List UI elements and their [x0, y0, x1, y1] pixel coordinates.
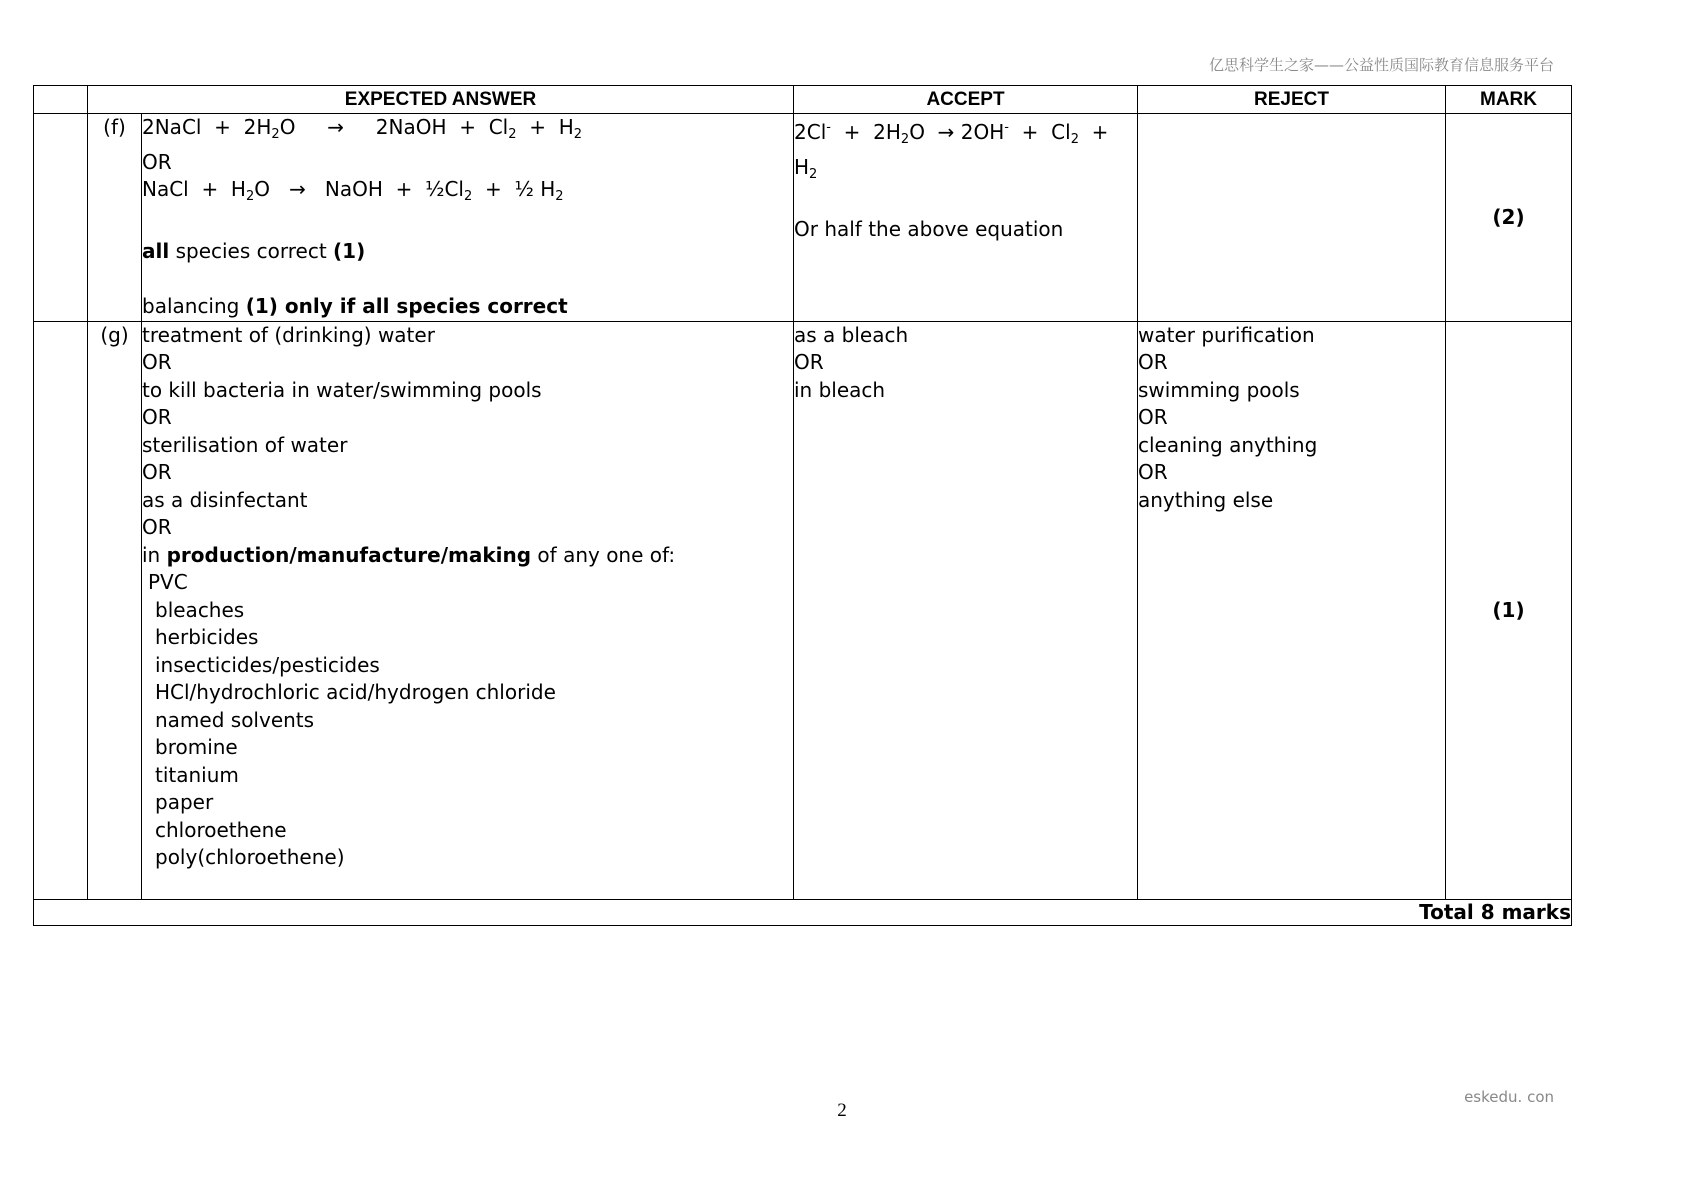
accept-g [794, 321, 1138, 899]
list-item: to kill bacteria in water/swimming pools [142, 377, 542, 402]
total-marks: Total 8 marks [34, 899, 1572, 925]
list-item: chloroethene [155, 817, 287, 842]
page-number: 2 [837, 1100, 847, 1121]
list-item: anything else [1138, 487, 1274, 512]
accept-f: $2Cl^- + 2H_2O \to 2OH^- + Cl_2$ + $H_2$ Or half the above equation [794, 114, 1138, 322]
list-item: insecticides/pesticides [155, 652, 380, 677]
reject-f [1138, 114, 1446, 322]
list-item: OR [1138, 350, 1168, 374]
list-item: poly(chloroethene) [155, 845, 345, 869]
list-item: in bleach [794, 377, 886, 402]
table-row-f [34, 114, 1572, 322]
header-reject: REJECT [1138, 86, 1446, 114]
question-number-cell [34, 321, 88, 899]
table-row-g [34, 321, 1572, 899]
part-label-f: (f) [88, 114, 142, 322]
marking-note-species: all species correct (1) [142, 239, 366, 263]
list-item: OR [1138, 460, 1168, 484]
header-mark: MARK [1446, 86, 1572, 114]
accept-half-equation: Or half the above equation [794, 216, 1064, 241]
mark-g: (1) [1446, 321, 1572, 899]
header-row [34, 86, 1572, 114]
list-item-pvc: PVC [148, 570, 188, 594]
list-item: OR [142, 350, 172, 374]
list-item: titanium [155, 762, 239, 787]
list-item: water purification [1138, 322, 1315, 347]
list-item: bromine [155, 735, 238, 759]
watermark-footer: eskedu. con [1464, 1088, 1554, 1106]
reject-g [1138, 321, 1446, 899]
expected-answer-g [142, 321, 794, 899]
marking-note-balancing: balancing (1) only if all species correct [142, 294, 568, 318]
mark-f: (2) [1446, 114, 1572, 322]
list-item: as a bleach [794, 322, 909, 347]
list-item: sterilisation of water [142, 432, 348, 457]
list-item: named solvents [155, 707, 315, 732]
list-item: cleaning anything [1138, 432, 1318, 457]
watermark-header: 亿思科学生之家——公益性质国际教育信息服务平台 [1208, 56, 1554, 74]
list-item: paper [155, 790, 214, 814]
list-item: swimming pools [1138, 377, 1300, 402]
list-item: treatment of (drinking) water [142, 322, 435, 347]
list-item: OR [142, 405, 172, 429]
accept-ionic-equation: $2Cl^- + 2H_2O \to 2OH^- + Cl_2$ + [794, 120, 1109, 147]
or-text: OR [142, 149, 172, 174]
list-item: OR [142, 460, 172, 484]
equation-1: 2NaCl + $2H_2O$ → 2NaOH + $Cl_2 + H_2$ [142, 115, 583, 142]
list-item: OR [142, 515, 172, 539]
list-item: OR [1138, 405, 1168, 429]
list-item: herbicides [155, 625, 259, 649]
expected-answer-f [142, 114, 794, 322]
header-expected-answer: EXPECTED ANSWER [88, 86, 794, 114]
list-item: bleaches [155, 597, 245, 622]
mark-scheme-table [33, 85, 1572, 926]
part-label-g: (g) [88, 321, 142, 899]
list-item: as a disinfectant [142, 487, 308, 512]
header-accept: ACCEPT [794, 86, 1138, 114]
list-item: OR [794, 350, 824, 374]
equation-2: NaCl + $H_2O$ → NaOH + $\frac{1}{2}Cl_2$ + ½ $H_2$ [142, 177, 564, 204]
question-number-cell [34, 114, 88, 322]
list-item: HCl/hydrochloric acid/hydrogen chloride [155, 680, 556, 704]
production-line: in production/manufacture/making of any one of: [142, 542, 676, 567]
total-row [34, 899, 1572, 925]
header-blank [34, 86, 88, 114]
